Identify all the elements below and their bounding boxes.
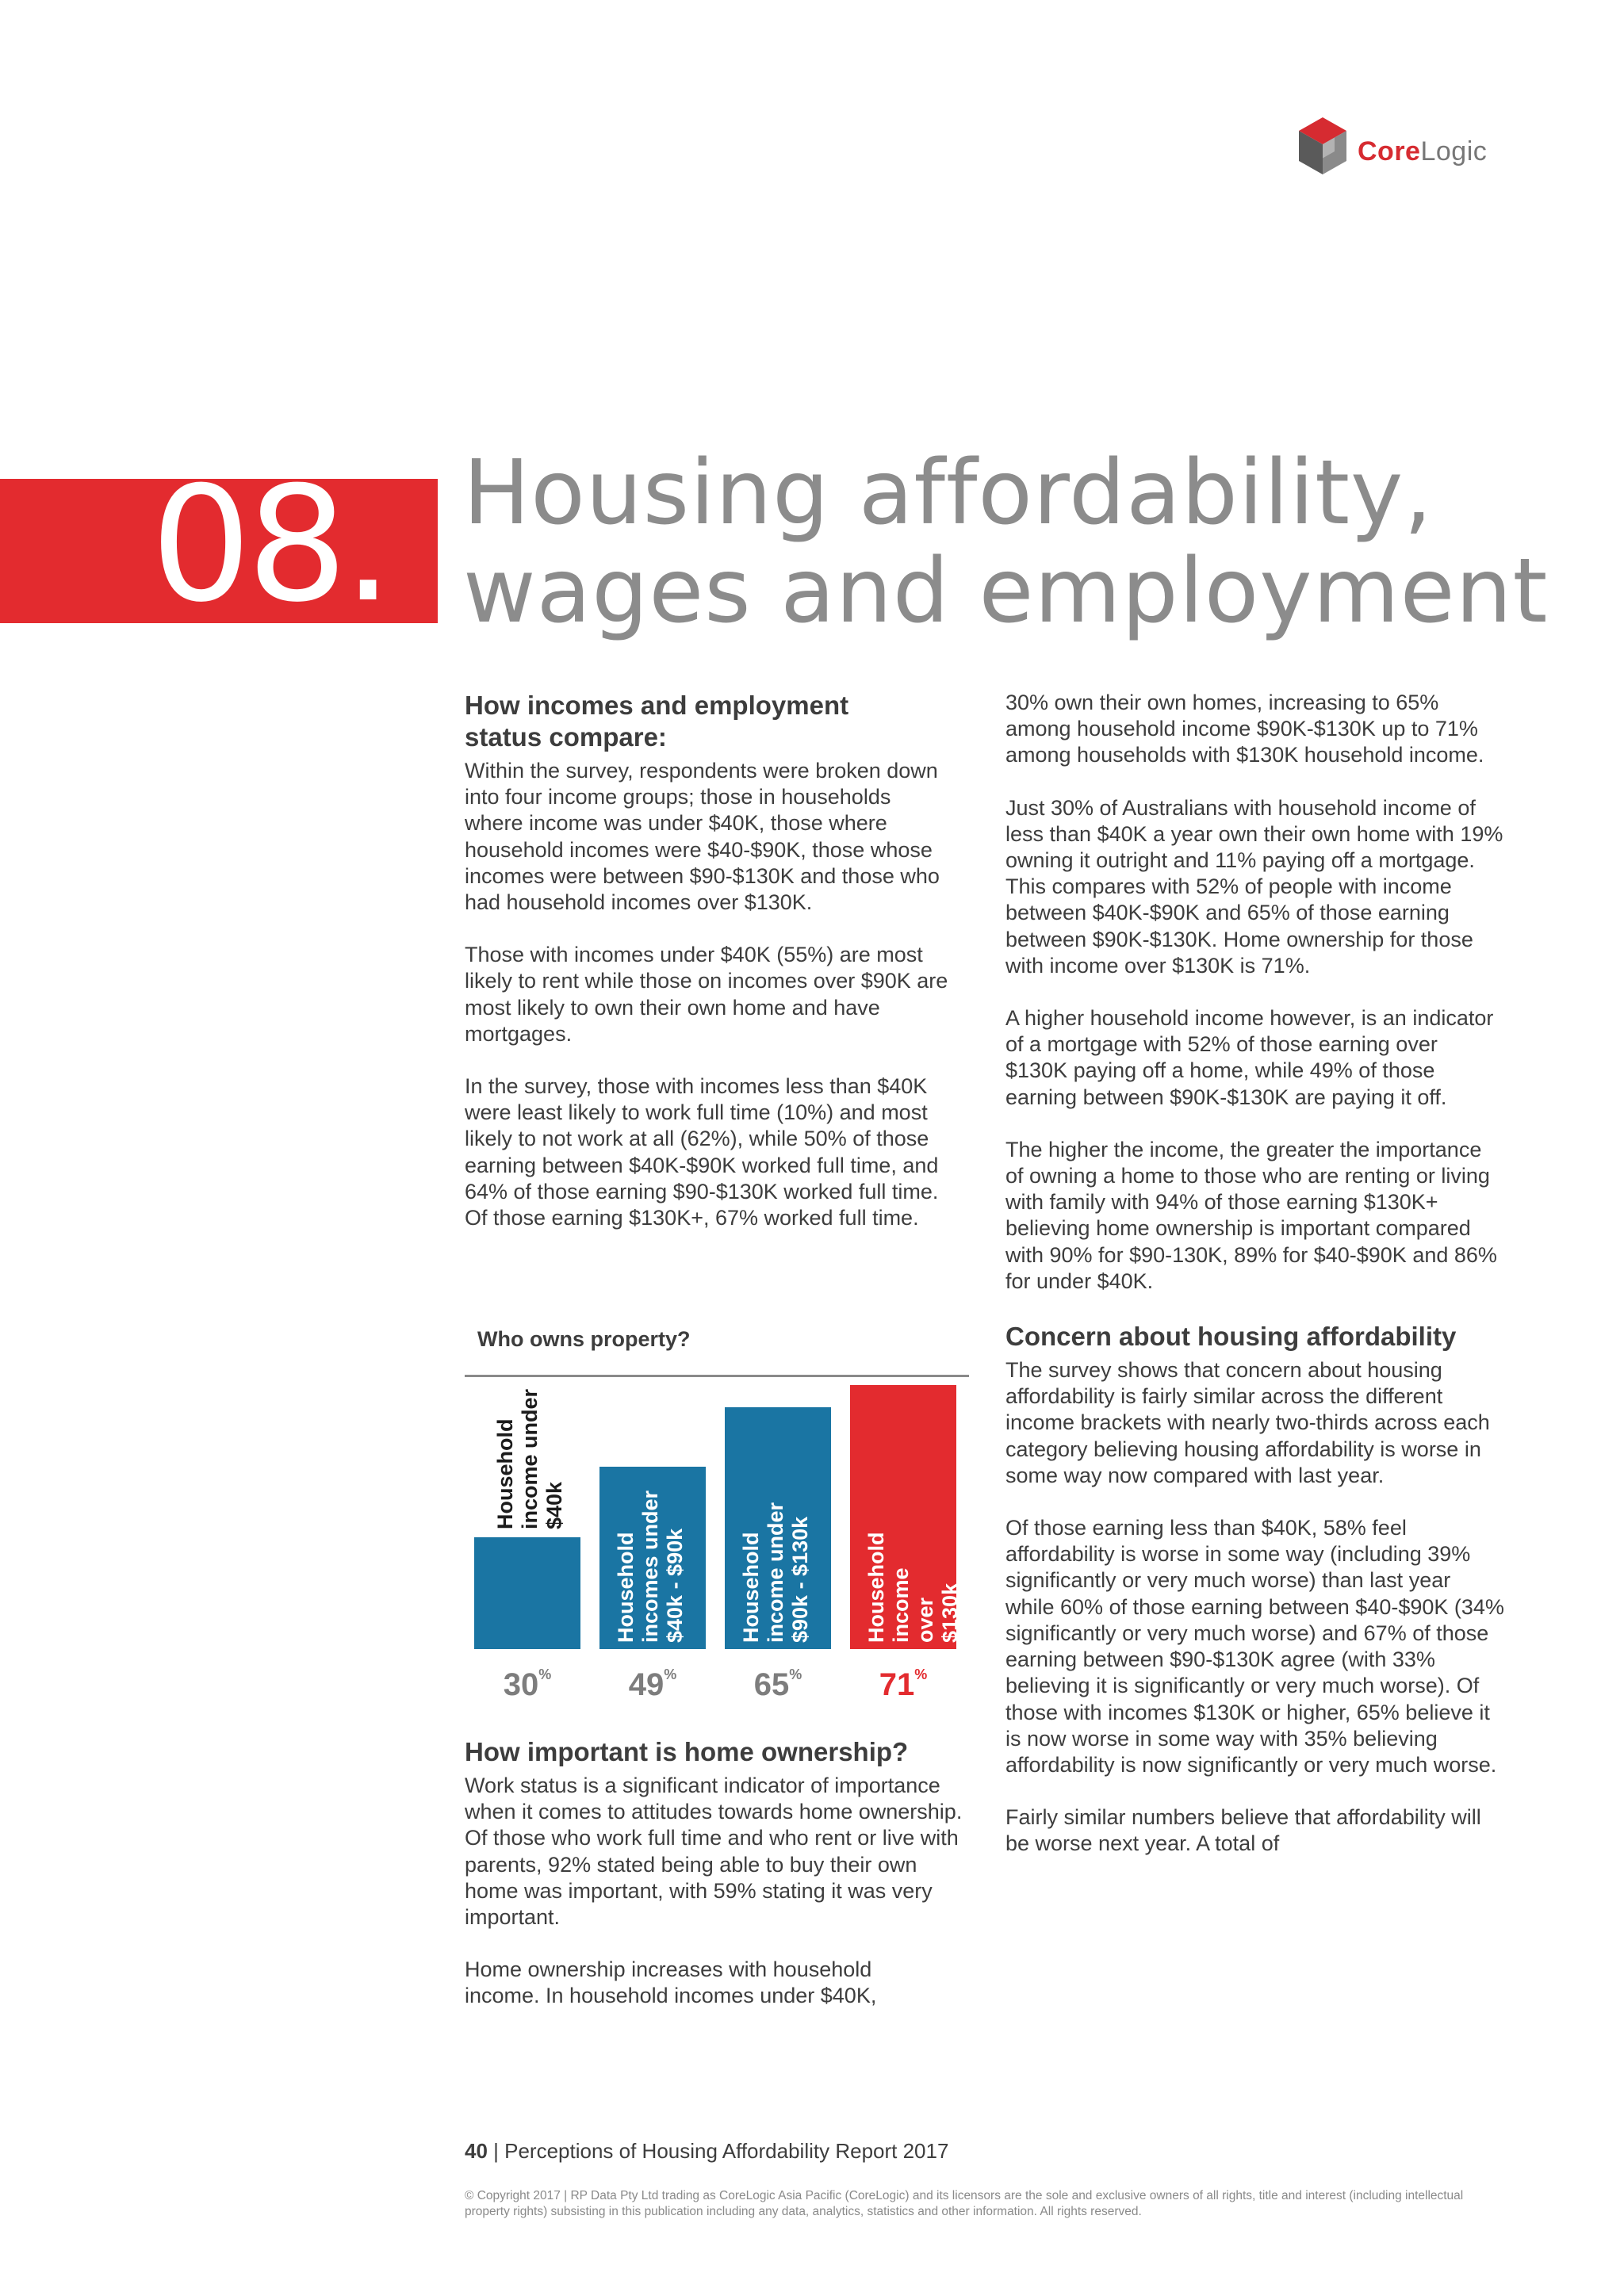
chart-value-unit: % (914, 1667, 928, 1682)
left-column-lower (465, 1736, 964, 2036)
paragraph: Just 30% of Australians with household income of less than $40K a year own their own home with 19% owning it outright and 11% paying off a mortgage. This compares with 52% of people with income between $40K-$90K and 65% of those earning between $90K-$130K. Home ownership for those with income over $130K is 71%. (1005, 795, 1503, 978)
ownership-bar-chart (465, 1322, 969, 1703)
footer-separator: | (487, 2139, 505, 2163)
logo-wordmark (1358, 136, 1487, 167)
corelogic-logo (1297, 116, 1503, 179)
chart-bar-label: Household income over $130k (864, 1532, 962, 1643)
paragraph: In the survey, those with incomes less than $40K were least likely to work full time (10%) and most likely to not work at all (62%), while 50% of those earning between $40K-$90K worked full time, and 64% of those earning $90-$130K worked full time. Of those earning $130K+, 67% worked full time. (465, 1074, 939, 1230)
section-heading-incomes: How incomes and employment status compare: (465, 691, 849, 752)
section-heading-home-ownership: How important is home ownership? (465, 1737, 909, 1766)
logo-logic-text: Logic (1420, 136, 1488, 166)
paragraph: Work status is a significant indicator of importance when it comes to attitudes towards home ownership. Of those who work full time and who rent or live with parents, 92% stated being able to buy their own home was important, with 59% stating it was very important. (465, 1774, 963, 1930)
chart-value-number: 30 (503, 1667, 539, 1702)
paragraph: The higher the income, the greater the importance of owning a home to those who are renting or living with family with 94% of those earning $130K+ believing home ownership is important compared with 90% for $90-130K, 89% for $40-$90K and 86% for under $40K. (1005, 1137, 1497, 1293)
chapter-number: 08. (150, 453, 389, 637)
chart-value-label (599, 1667, 706, 1703)
chart-value-unit: % (789, 1667, 802, 1682)
paragraph: 30% own their own homes, increasing to 65% among household income $90K-$130K up to 71% among households with $130K household income. (1005, 691, 1484, 767)
page-title-line-1: Housing affordability, (463, 442, 1433, 545)
chart-value-unit: % (538, 1667, 552, 1682)
page-title-line-2: wages and employment (463, 540, 1549, 643)
chart-bar-label: Household income under $40k (493, 1389, 566, 1530)
paragraph: Fairly similar numbers believe that affordability will be worse next year. A total of (1005, 1805, 1481, 1856)
chart-title: Who owns property? (477, 1327, 691, 1351)
paragraph: Those with incomes under $40K (55%) are most likely to rent while those on incomes over $90K are most likely to own their own home and have mortgages. (465, 943, 948, 1046)
page-number: 40 (465, 2139, 488, 2163)
section-heading-concern: Concern about housing affordability (1005, 1322, 1457, 1352)
chart-value-number: 71 (879, 1667, 915, 1702)
paragraph: Home ownership increases with household income. In household incomes under $40K, (465, 1957, 877, 2008)
chart-value-number: 65 (753, 1667, 790, 1702)
chart-value-number: 49 (628, 1667, 665, 1702)
corelogic-cube-icon (1297, 116, 1348, 176)
paragraph: The survey shows that concern about housing affordability is fairly similar across the different income brackets with nearly two-thirds across each category believing housing affordability is worse in some way now compared with last year. (1005, 1358, 1490, 1487)
copyright-notice: © Copyright 2017 | RP Data Pty Ltd trading as CoreLogic Asia Pacific (CoreLogic) and its licensors are the sole and exclusive owners of all rights, title and interest (including intellectual property rights) subsisting in this publication including any data, analytics, statistics and other information. All rights reserved. (465, 2189, 1464, 2218)
chart-bar-label: Household incomes under $40k - $90k (614, 1490, 687, 1643)
paragraph: Of those earning less than $40K, 58% feel affordability is worse in some way (including 39% significantly or very much worse) than last year while 60% of those earning between $40-$90K (34% significantly or very much worse) and 67% of those earning between $90-$130K agree (with 33% believing it is significantly or very much worse). Of those with incomes $130K or higher, 65% believe it is now worse in some way with 35% believing affordability is now significantly or very much worse. (1005, 1516, 1504, 1777)
paragraph: A higher household income however, is an indicator of a mortgage with 52% of those earning over $130K paying off a home, while 49% of those earning between $90K-$130K are paying it off. (1005, 1006, 1494, 1109)
chart-bar (474, 1537, 580, 1649)
page-title (463, 444, 1589, 641)
page-footer (465, 2139, 948, 2164)
chart-bar-label: Household income under $90k - $130k (739, 1502, 812, 1643)
chapter-number-banner (0, 453, 438, 637)
right-column (1005, 690, 1505, 1884)
report-title: Perceptions of Housing Affordability Report 2017 (504, 2139, 949, 2163)
chart-value-unit: % (664, 1667, 677, 1682)
chart-value-label (474, 1667, 580, 1703)
chart-value-label (850, 1667, 956, 1703)
paragraph: Within the survey, respondents were broken down into four income groups; those in households where income was under $40K, those where household incomes were $40-$90K, those whose incomes were between $90-$130K and those who had household incomes over $130K. (465, 759, 940, 915)
chart-top-rule (465, 1375, 969, 1377)
left-column (465, 690, 964, 1257)
chart-value-label (725, 1667, 831, 1703)
logo-core-text: Core (1358, 136, 1421, 166)
